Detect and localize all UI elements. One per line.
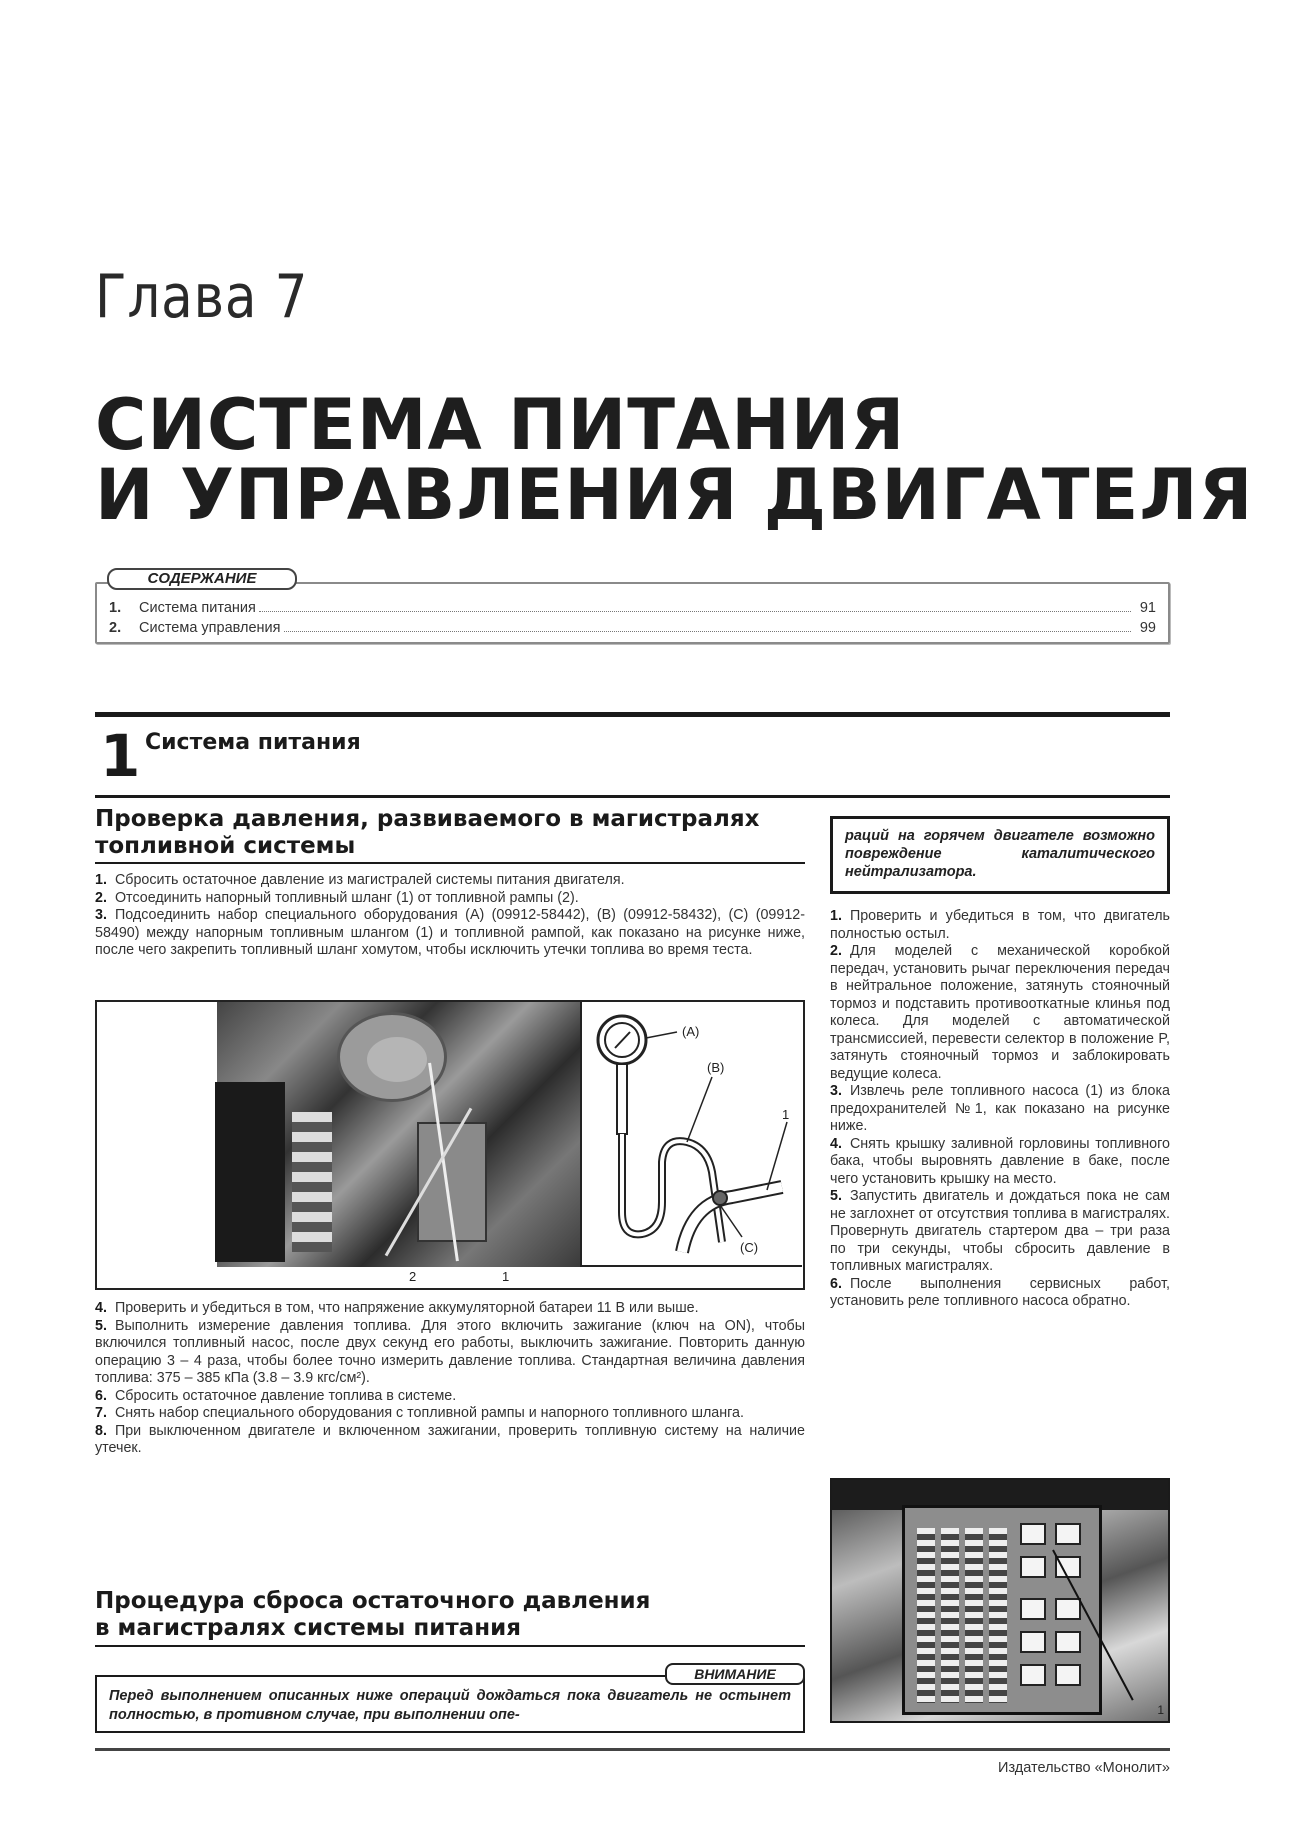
step-item — [830, 943, 1170, 1083]
pressure-release-steps — [830, 908, 1170, 1311]
step-number: 6. — [95, 1387, 107, 1404]
chapter-title-line-2: И УПРАВЛЕНИЯ ДВИГАТЕЛЯ — [95, 454, 1254, 536]
heading-line: топливной системы — [95, 833, 356, 859]
step-text: Проверить и убедиться в том, что напряжение аккумуляторной батареи 11 В или выше. — [114, 1300, 699, 1316]
subsection-heading-pressure-release — [95, 1588, 650, 1642]
section-bottom-rule — [95, 795, 1170, 798]
warning-tag: ВНИМАНИЕ — [665, 1663, 805, 1685]
heading-line: в магистралях системы питания — [95, 1615, 521, 1641]
step-item — [830, 908, 1170, 943]
step-item — [95, 1300, 805, 1318]
step-item — [830, 1276, 1170, 1311]
toc-item[interactable] — [109, 618, 1156, 638]
steps-before-figure — [95, 872, 805, 960]
step-text: Снять набор специального оборудования с топливной рампы и напорного топливного шланга. — [114, 1405, 744, 1421]
publisher-footer: Издательство «Монолит» — [998, 1760, 1170, 1776]
step-item — [95, 907, 805, 960]
toc-item-number: 1. — [109, 600, 122, 616]
step-number: 7. — [95, 1405, 107, 1421]
step-text: Для моделей с механической коробкой передач, установить рычаг переключения передач в нейтральное положение, затянуть стояночный тормоз и подставить противооткатные клинья под колеса. Для моделей с автоматической трансмиссией, перевести селектор в положение P, затянуть стояночный тормоз и заблокировать ведущие колеса. — [830, 943, 1170, 1082]
fuse-box-photo — [830, 1478, 1170, 1723]
step-text: Проверить и убедиться в том, что двигатель полностью остыл. — [830, 908, 1170, 942]
contents-box — [95, 582, 1170, 644]
step-number: 2. — [95, 889, 107, 906]
step-text: После выполнения сервисных работ, установить реле топливного насоса обратно. — [830, 1275, 1170, 1309]
subsection-rule — [95, 1645, 805, 1647]
step-item — [95, 872, 805, 890]
step-number: 8. — [95, 1422, 107, 1439]
label-gauge-a: (A) — [682, 1024, 700, 1039]
fuse-block — [902, 1505, 1102, 1715]
photo-label-1: 1 — [502, 1269, 510, 1284]
step-item — [95, 1423, 805, 1458]
section-number: 1 — [100, 722, 141, 790]
step-text: Подсоединить набор специального оборудования (A) (09912-58442), (B) (09912-58432), (C) (09912-58490) между напорным топливным шлангом (1) и топливной рампой, как показано на рисунке ниже, после чего закрепить топливный шланг хомутом, чтобы исключить утечки топлива во время теста. — [95, 907, 805, 958]
label-clamp-c: (C) — [740, 1240, 759, 1255]
figure-pressure-gauge-setup — [95, 1000, 805, 1290]
step-text: Сбросить остаточное давление топлива в системе. — [114, 1387, 457, 1404]
fuel-pump-relay-label: 1 — [1157, 1703, 1164, 1717]
step-number: 6. — [830, 1275, 842, 1292]
step-text: При выключенном двигателе и включенном зажигании, проверить топливную систему на наличие утечек. — [95, 1422, 805, 1456]
step-item — [830, 1083, 1170, 1136]
warning-continuation: раций на горячем двигателе возможно повреждение каталитического нейтрализатора. — [830, 816, 1170, 894]
step-item — [830, 1188, 1170, 1276]
step-number: 3. — [95, 907, 107, 923]
subsection-rule — [95, 862, 805, 864]
chapter-title — [95, 384, 1254, 536]
step-number: 4. — [830, 1135, 842, 1152]
chapter-title-line-1: СИСТЕМА ПИТАНИЯ — [95, 384, 906, 466]
warning-text: Перед выполнением описанных ниже операций дождаться пока двигатель не остынет полностью, в противном случае, при выполнении опе- — [95, 1675, 805, 1733]
step-text: Отсоединить напорный топливный шланг (1) от топливной рампы (2). — [114, 889, 579, 906]
step-text: Извлечь реле топливного насоса (1) из блока предохранителей №1, как показано на рисунке ниже. — [830, 1083, 1170, 1134]
toc-item-label: Система управления — [139, 620, 281, 636]
toc-item-page: 91 — [1139, 600, 1156, 616]
toc-item-page: 99 — [1139, 620, 1156, 636]
heading-line: Проверка давления, развиваемого в магистралях — [95, 806, 760, 832]
warning-callout — [95, 1663, 805, 1733]
step-item — [95, 1318, 805, 1388]
toc-leader-dots — [259, 611, 1131, 612]
toc-item[interactable] — [109, 598, 1156, 618]
label-hose-b: (B) — [707, 1060, 725, 1075]
step-number: 5. — [830, 1188, 842, 1204]
contents-tag: СОДЕРЖАНИЕ — [107, 568, 297, 590]
chapter-label: Глава 7 — [95, 262, 309, 332]
pressure-gauge-hose-illustration — [582, 1002, 802, 1267]
table-of-contents — [95, 568, 1170, 644]
steps-after-figure — [95, 1300, 805, 1458]
subsection-heading-pressure-check — [95, 806, 759, 860]
toc-item-number: 2. — [109, 620, 122, 636]
label-fuel-hose-1: 1 — [782, 1107, 790, 1122]
step-text: Выполнить измерение давления топлива. Для этого включить зажигание (ключ на ON), чтобы включился топливный насос, после двух секунд его работы, выключить зажигание. Повторить данную операцию 3 – 4 раза, чтобы более точно измерить давление топлива. Стандартная величина давления топлива: 375 – 385 кПа (3.8 – 3.9 кгс/см²). — [95, 1317, 805, 1386]
toc-leader-dots — [284, 631, 1131, 632]
step-item — [830, 1136, 1170, 1189]
section-title: Система питания — [145, 730, 361, 755]
step-number: 4. — [95, 1300, 107, 1316]
section-top-rule — [95, 712, 1170, 717]
footer-rule — [95, 1748, 1170, 1751]
step-item — [95, 1388, 805, 1406]
step-number: 2. — [830, 943, 842, 959]
gauge-diagram — [582, 1002, 802, 1267]
step-text: Сбросить остаточное давление из магистралей системы питания двигателя. — [114, 872, 625, 888]
step-item — [95, 890, 805, 908]
step-number: 1. — [830, 908, 842, 924]
step-item — [95, 1405, 805, 1423]
step-number: 1. — [95, 872, 107, 888]
heading-line: Процедура сброса остаточного давления — [95, 1588, 651, 1614]
step-number: 5. — [95, 1317, 107, 1334]
step-text: Снять крышку заливной горловины топливного бака, чтобы выровнять давление в баке, после чего установить крышку на место. — [830, 1135, 1170, 1187]
photo-label-2: 2 — [409, 1269, 417, 1284]
toc-item-label: Система питания — [139, 600, 256, 616]
step-number: 3. — [830, 1083, 842, 1099]
step-text: Запустить двигатель и дождаться пока не сам не заглохнет от отсутствия топлива в магистралях. Провернуть двигатель стартером два – три раза по три секунды, чтобы сбросить давление в топливных магистралях. — [830, 1188, 1170, 1274]
engine-bay-photo — [217, 1002, 582, 1267]
